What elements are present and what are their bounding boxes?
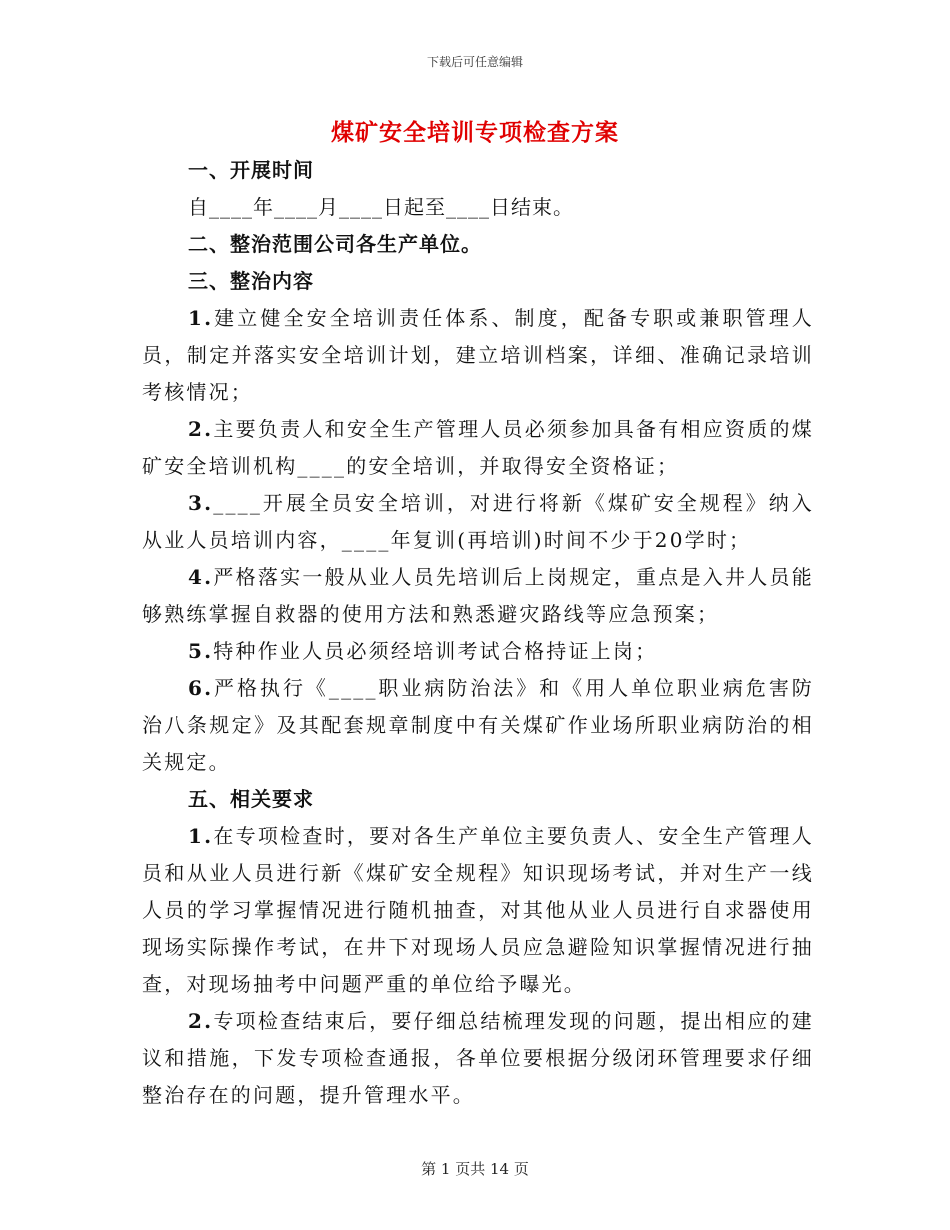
content-item-3 (142, 485, 814, 559)
document-body (142, 152, 814, 1114)
page-number-footer: 第 1 页共 14 页 (421, 1160, 529, 1178)
item-text: ____开展全员安全培训，对进行将新《煤矿安全规程》纳入从业人员培训内容，____年复训(再培训)时间不少于20学时； (142, 491, 814, 552)
content-item-1 (142, 300, 814, 411)
item-text: 严格执行《____职业病防治法》和《用人单位职业病危害防治八条规定》及其配套规章制度中有关煤矿作业场所职业病防治的相关规定。 (142, 676, 814, 774)
item-text: 主要负责人和安全生产管理人员必须参加具备有相应资质的煤矿安全培训机构____的安全培训，并取得安全资格证； (142, 417, 814, 478)
item-number: 2. (188, 417, 214, 441)
item-text: 在专项检查时，要对各生产单位主要负责人、安全生产管理人员和从业人员进行新《煤矿安全规程》知识现场考试，并对生产一线人员的学习掌握情况进行随机抽查，对其他从业人员进行自求器使用现场实际操作考试，在井下对现场人员应急避险知识掌握情况进行抽查，对现场抽考中问题严重的单位给予曝光。 (142, 824, 814, 996)
requirement-item-1 (142, 818, 814, 1003)
item-number: 1. (188, 306, 214, 330)
item-number: 2. (188, 1009, 214, 1033)
document-title: 煤矿安全培训专项检查方案 (331, 119, 619, 146)
item-number: 5. (188, 639, 214, 663)
item-number: 1. (188, 824, 214, 848)
item-text: 严格落实一般从业人员先培训后上岗规定，重点是入井人员能够熟练掌握自救器的使用方法和熟悉避灾路线等应急预案； (142, 565, 814, 626)
page-header-note: 下载后可任意编辑 (426, 55, 523, 69)
item-number: 4. (188, 565, 214, 589)
section-heading-requirements: 五、相关要求 (188, 787, 314, 811)
section-heading-schedule: 一、开展时间 (188, 158, 314, 182)
item-text: 专项检查结束后，要仔细总结梳理发现的问题，提出相应的建议和措施，下发专项检查通报，各单位要根据分级闭环管理要求仔细整治存在的问题，提升管理水平。 (142, 1009, 814, 1107)
item-text: 建立健全安全培训责任体系、制度，配备专职或兼职管理人员，制定并落实安全培训计划，建立培训档案，详细、准确记录培训考核情况； (142, 306, 814, 404)
content-item-6 (142, 670, 814, 781)
section-heading-scope: 二、整治范围公司各生产单位。 (188, 232, 482, 256)
content-item-5 (142, 633, 814, 670)
item-number: 3. (188, 491, 214, 515)
item-number: 6. (188, 676, 214, 700)
content-item-4 (142, 559, 814, 633)
schedule-text: 自____年____月____日起至____日结束。 (188, 195, 574, 219)
item-text: 特种作业人员必须经培训考试合格持证上岗； (213, 639, 658, 663)
content-item-2 (142, 411, 814, 485)
requirement-item-2 (142, 1003, 814, 1114)
section-heading-content: 三、整治内容 (188, 269, 314, 293)
